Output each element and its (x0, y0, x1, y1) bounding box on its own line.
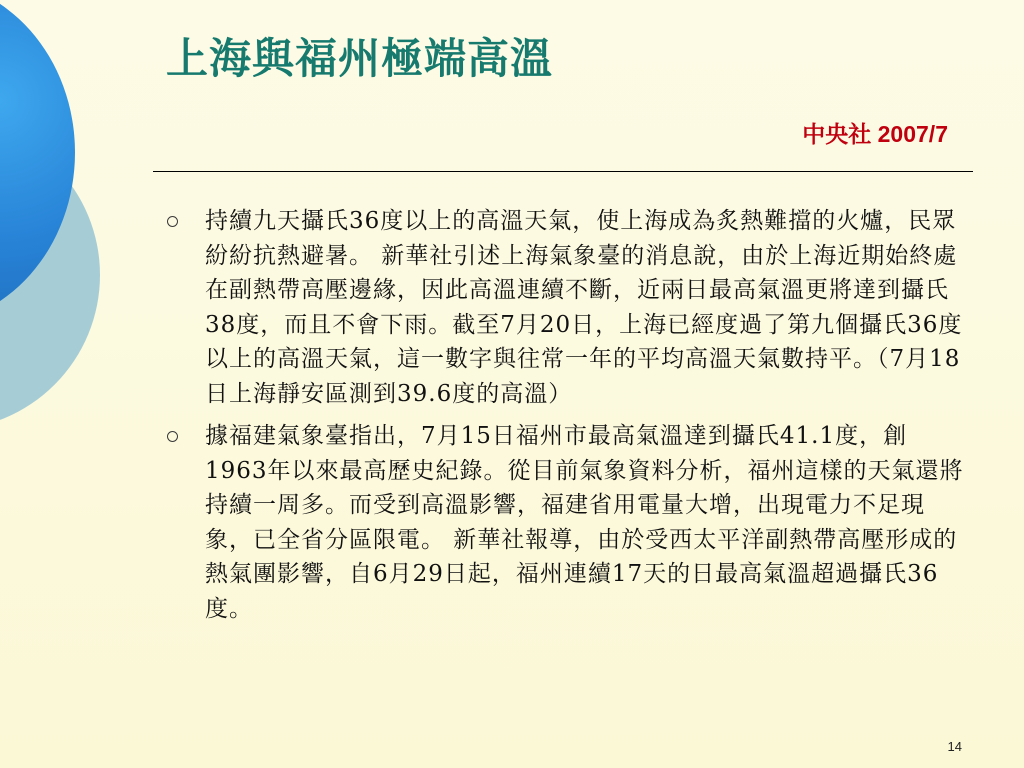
slide-title: 上海與福州極端高溫 (166, 34, 554, 83)
decorative-circle-blue (0, 0, 75, 325)
bullet-text: 持續九天攝氏36度以上的高溫天氣，使上海成為炙熱難擋的火爐，民眾紛紛抗熱避暑。 新華社引述上海氣象臺的消息說，由於上海近期始終處在副熱帶高壓邊緣，因此高溫連續不斷，近兩日最高氣溫更將達到攝氏38度，而且不會下雨。截至7月20日，上海已經度過了第九個攝氏36度以上的高溫天氣，這一數字與往常一年的平均高溫天氣數持平。（7月18日上海靜安區測到39.6度的高溫） (205, 208, 963, 407)
bullet-circle-icon (167, 431, 178, 442)
bullet-list (163, 204, 993, 634)
title-divider (153, 171, 973, 172)
source-citation: 中央社 2007/7 (802, 121, 948, 147)
bullet-item-shanghai (163, 204, 993, 411)
decorative-circle-light (0, 120, 100, 430)
page-number: 14 (947, 739, 962, 754)
bullet-text: 據福建氣象臺指出，7月15日福州市最高氣溫達到攝氏41.1度，創1963年以來最高歷史紀錄。從目前氣象資料分析，福州這樣的天氣還將持續一周多。而受到高溫影響，福建省用電量大增，出現電力不足現象，已全省分區限電。 新華社報導，由於受西太平洋副熱帶高壓形成的熱氣團影響，自6月29日起，福州連續17天的日最高氣溫超過攝氏36度。 (205, 423, 964, 622)
bullet-circle-icon (167, 216, 178, 227)
bullet-item-fuzhou (163, 419, 993, 626)
